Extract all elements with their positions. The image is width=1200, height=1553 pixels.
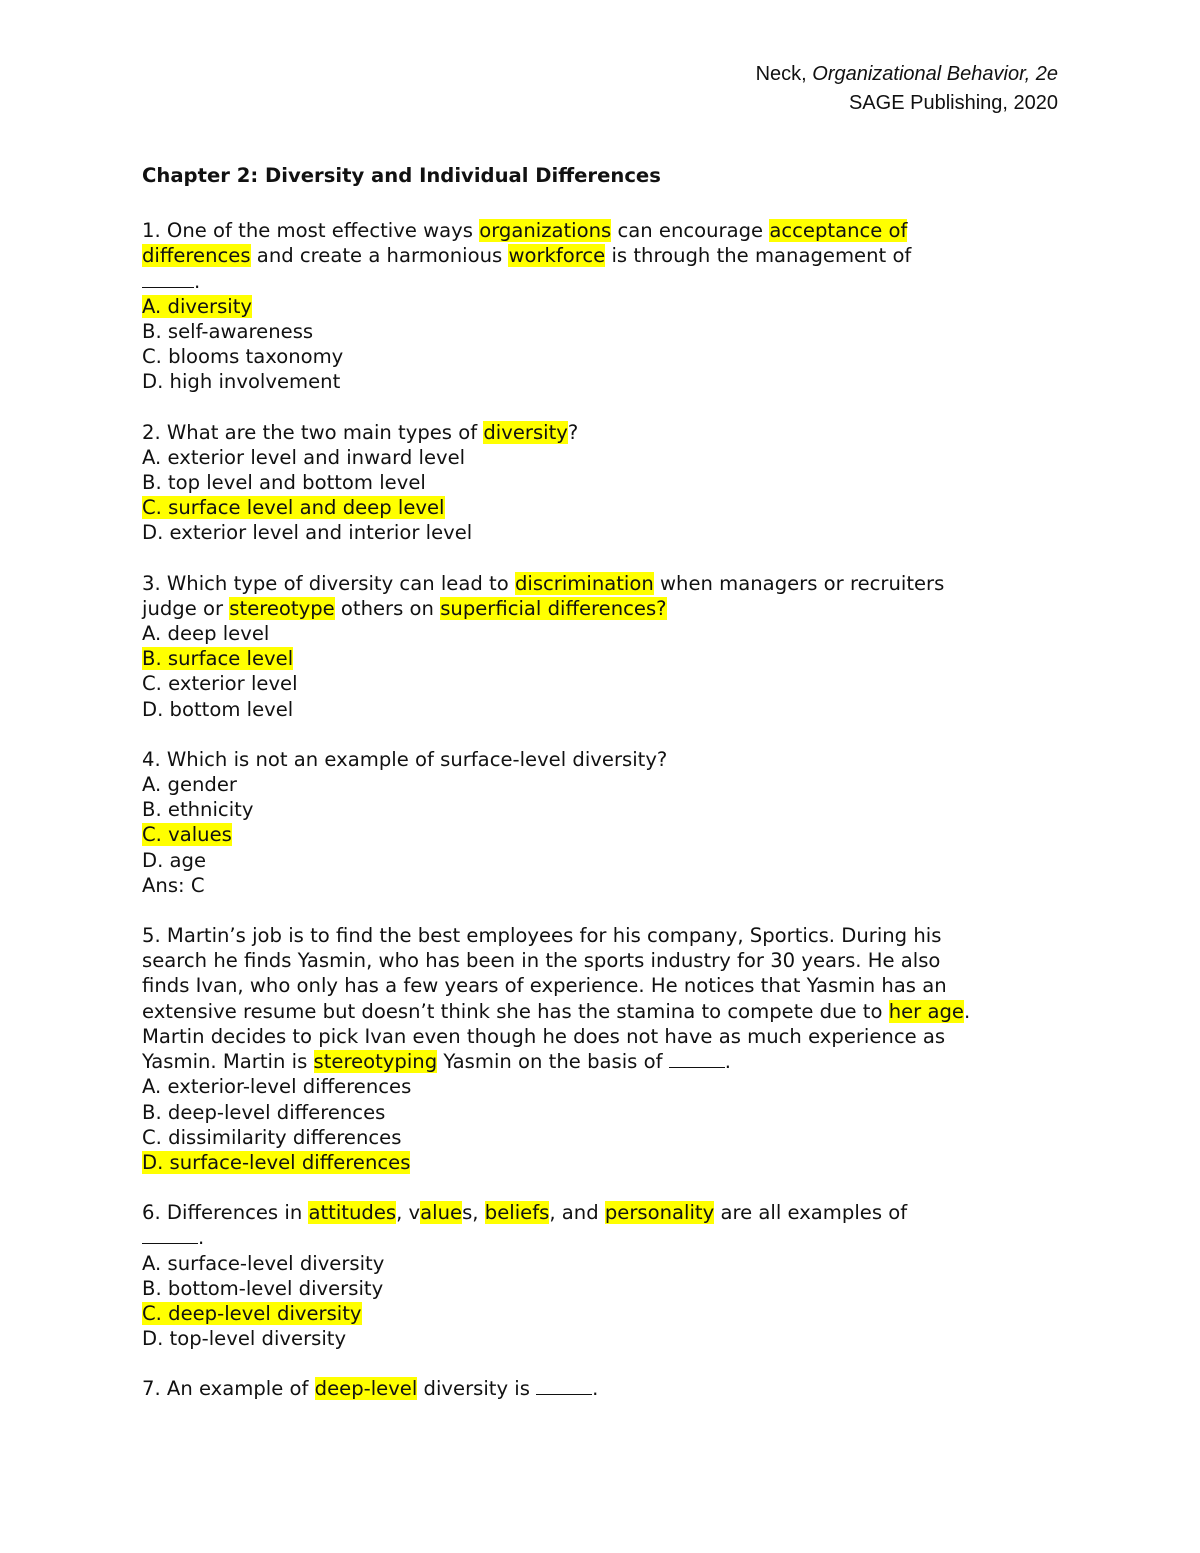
question-text-line: 3. Which type of diversity can lead to discrimination when managers or recruiters <box>142 571 945 595</box>
option-d: D. high involvement <box>142 370 341 394</box>
question-text-line: 7. An example of deep-level diversity is . <box>142 1377 599 1401</box>
answer-blank <box>669 1051 725 1068</box>
correct-answer-highlight: C. deep-level diversity <box>142 1301 362 1325</box>
highlight: superficial differences? <box>440 596 667 620</box>
header-book-title: Organizational Behavior, 2e <box>812 63 1058 85</box>
correct-answer-highlight: A. diversity <box>142 294 253 318</box>
highlight: alue <box>420 1201 463 1225</box>
option-c: C. blooms taxonomy <box>142 345 344 369</box>
question-text-line: judge or stereotype others on superficial differences? <box>142 596 667 620</box>
correct-answer-highlight: B. surface level <box>142 647 294 671</box>
option-b: B. bottom-level diversity <box>142 1276 384 1300</box>
option-a: A. deep level <box>142 622 270 646</box>
question-text-line: Martin decides to pick Ivan even though he does not have as much experience as <box>142 1024 946 1048</box>
question-text-line: 5. Martin’s job is to find the best employees for his company, Sportics. During his <box>142 924 942 948</box>
question-text-line: search he finds Yasmin, who has been in the sports industry for 30 years. He also <box>142 949 941 973</box>
header-publisher: SAGE Publishing, 2020 <box>848 92 1058 114</box>
question-6 <box>142 1200 1042 1351</box>
option-c <box>142 1301 1042 1326</box>
highlight: organizations <box>479 219 612 243</box>
highlight: stereotype <box>229 596 335 620</box>
question-text-line: 1. One of the most effective ways organizations can encourage acceptance of <box>142 219 908 243</box>
question-text-line: 2. What are the two main types of diversity? <box>142 420 579 444</box>
question-text-line: 4. Which is not an example of surface-level diversity? <box>142 747 668 771</box>
highlight: attitudes <box>308 1201 397 1225</box>
option-a: A. exterior-level differences <box>142 1075 412 1099</box>
question-text-line: finds Ivan, who only has a few years of experience. He notices that Yasmin has an <box>142 974 947 998</box>
question-text-line: 6. Differences in attitudes, values, beliefs, and personality are all examples of <box>142 1201 908 1225</box>
option-a: A. gender <box>142 773 237 797</box>
option-c: C. dissimilarity differences <box>142 1125 402 1149</box>
answer-blank <box>142 271 194 288</box>
answer-blank <box>142 1227 198 1244</box>
highlight: acceptance of <box>769 219 908 243</box>
header-author: Neck, <box>755 63 807 85</box>
option-b: B. top level and bottom level <box>142 471 426 495</box>
question-2 <box>142 420 1042 546</box>
question-5 <box>142 923 1042 1175</box>
question-text-line: differences and create a harmonious workforce is through the management of <box>142 244 912 268</box>
option-d: D. top-level diversity <box>142 1327 347 1351</box>
option-b: B. self-awareness <box>142 320 314 344</box>
question-3 <box>142 571 1042 722</box>
option-a: A. exterior level and inward level <box>142 445 466 469</box>
option-b: B. ethnicity <box>142 798 254 822</box>
option-d: D. exterior level and interior level <box>142 521 473 545</box>
option-c: C. exterior level <box>142 672 298 696</box>
option-d: D. age <box>142 848 207 872</box>
highlight: diversity <box>483 420 568 444</box>
highlight: her age <box>888 999 964 1023</box>
correct-answer-highlight: D. surface-level differences <box>142 1150 411 1174</box>
question-7 <box>142 1376 1042 1401</box>
highlight: beliefs <box>484 1201 550 1225</box>
highlight: personality <box>604 1201 715 1225</box>
document-body <box>142 163 1042 1427</box>
answer-key: Ans: C <box>142 873 205 897</box>
answer-blank <box>536 1378 592 1395</box>
header-citation <box>756 60 1058 89</box>
option-c <box>142 495 1042 520</box>
option-b: B. deep-level differences <box>142 1100 386 1124</box>
question-text-line: Yasmin. Martin is stereotyping Yasmin on the basis of . <box>142 1050 731 1074</box>
answer-blank-line: . <box>142 1225 1042 1250</box>
option-a: A. surface-level diversity <box>142 1251 385 1275</box>
option-b <box>142 646 1042 671</box>
highlight: deep-level <box>314 1377 418 1401</box>
option-d <box>142 1150 1042 1175</box>
question-text-line: extensive resume but doesn’t think she has the stamina to compete due to her age. <box>142 999 971 1023</box>
option-d: D. bottom level <box>142 697 294 721</box>
question-1 <box>142 218 1042 394</box>
answer-blank-line: . <box>142 269 1042 294</box>
option-c <box>142 822 1042 847</box>
option-a <box>142 294 1042 319</box>
highlight: stereotyping <box>313 1050 438 1074</box>
highlight: discrimination <box>514 571 654 595</box>
page-header <box>756 60 1058 118</box>
correct-answer-highlight: C. surface level and deep level <box>142 496 445 520</box>
question-4 <box>142 747 1042 898</box>
correct-answer-highlight: C. values <box>142 823 232 847</box>
highlight: differences <box>142 244 251 268</box>
highlight: workforce <box>508 244 606 268</box>
chapter-title: Chapter 2: Diversity and Individual Differences <box>142 164 661 187</box>
